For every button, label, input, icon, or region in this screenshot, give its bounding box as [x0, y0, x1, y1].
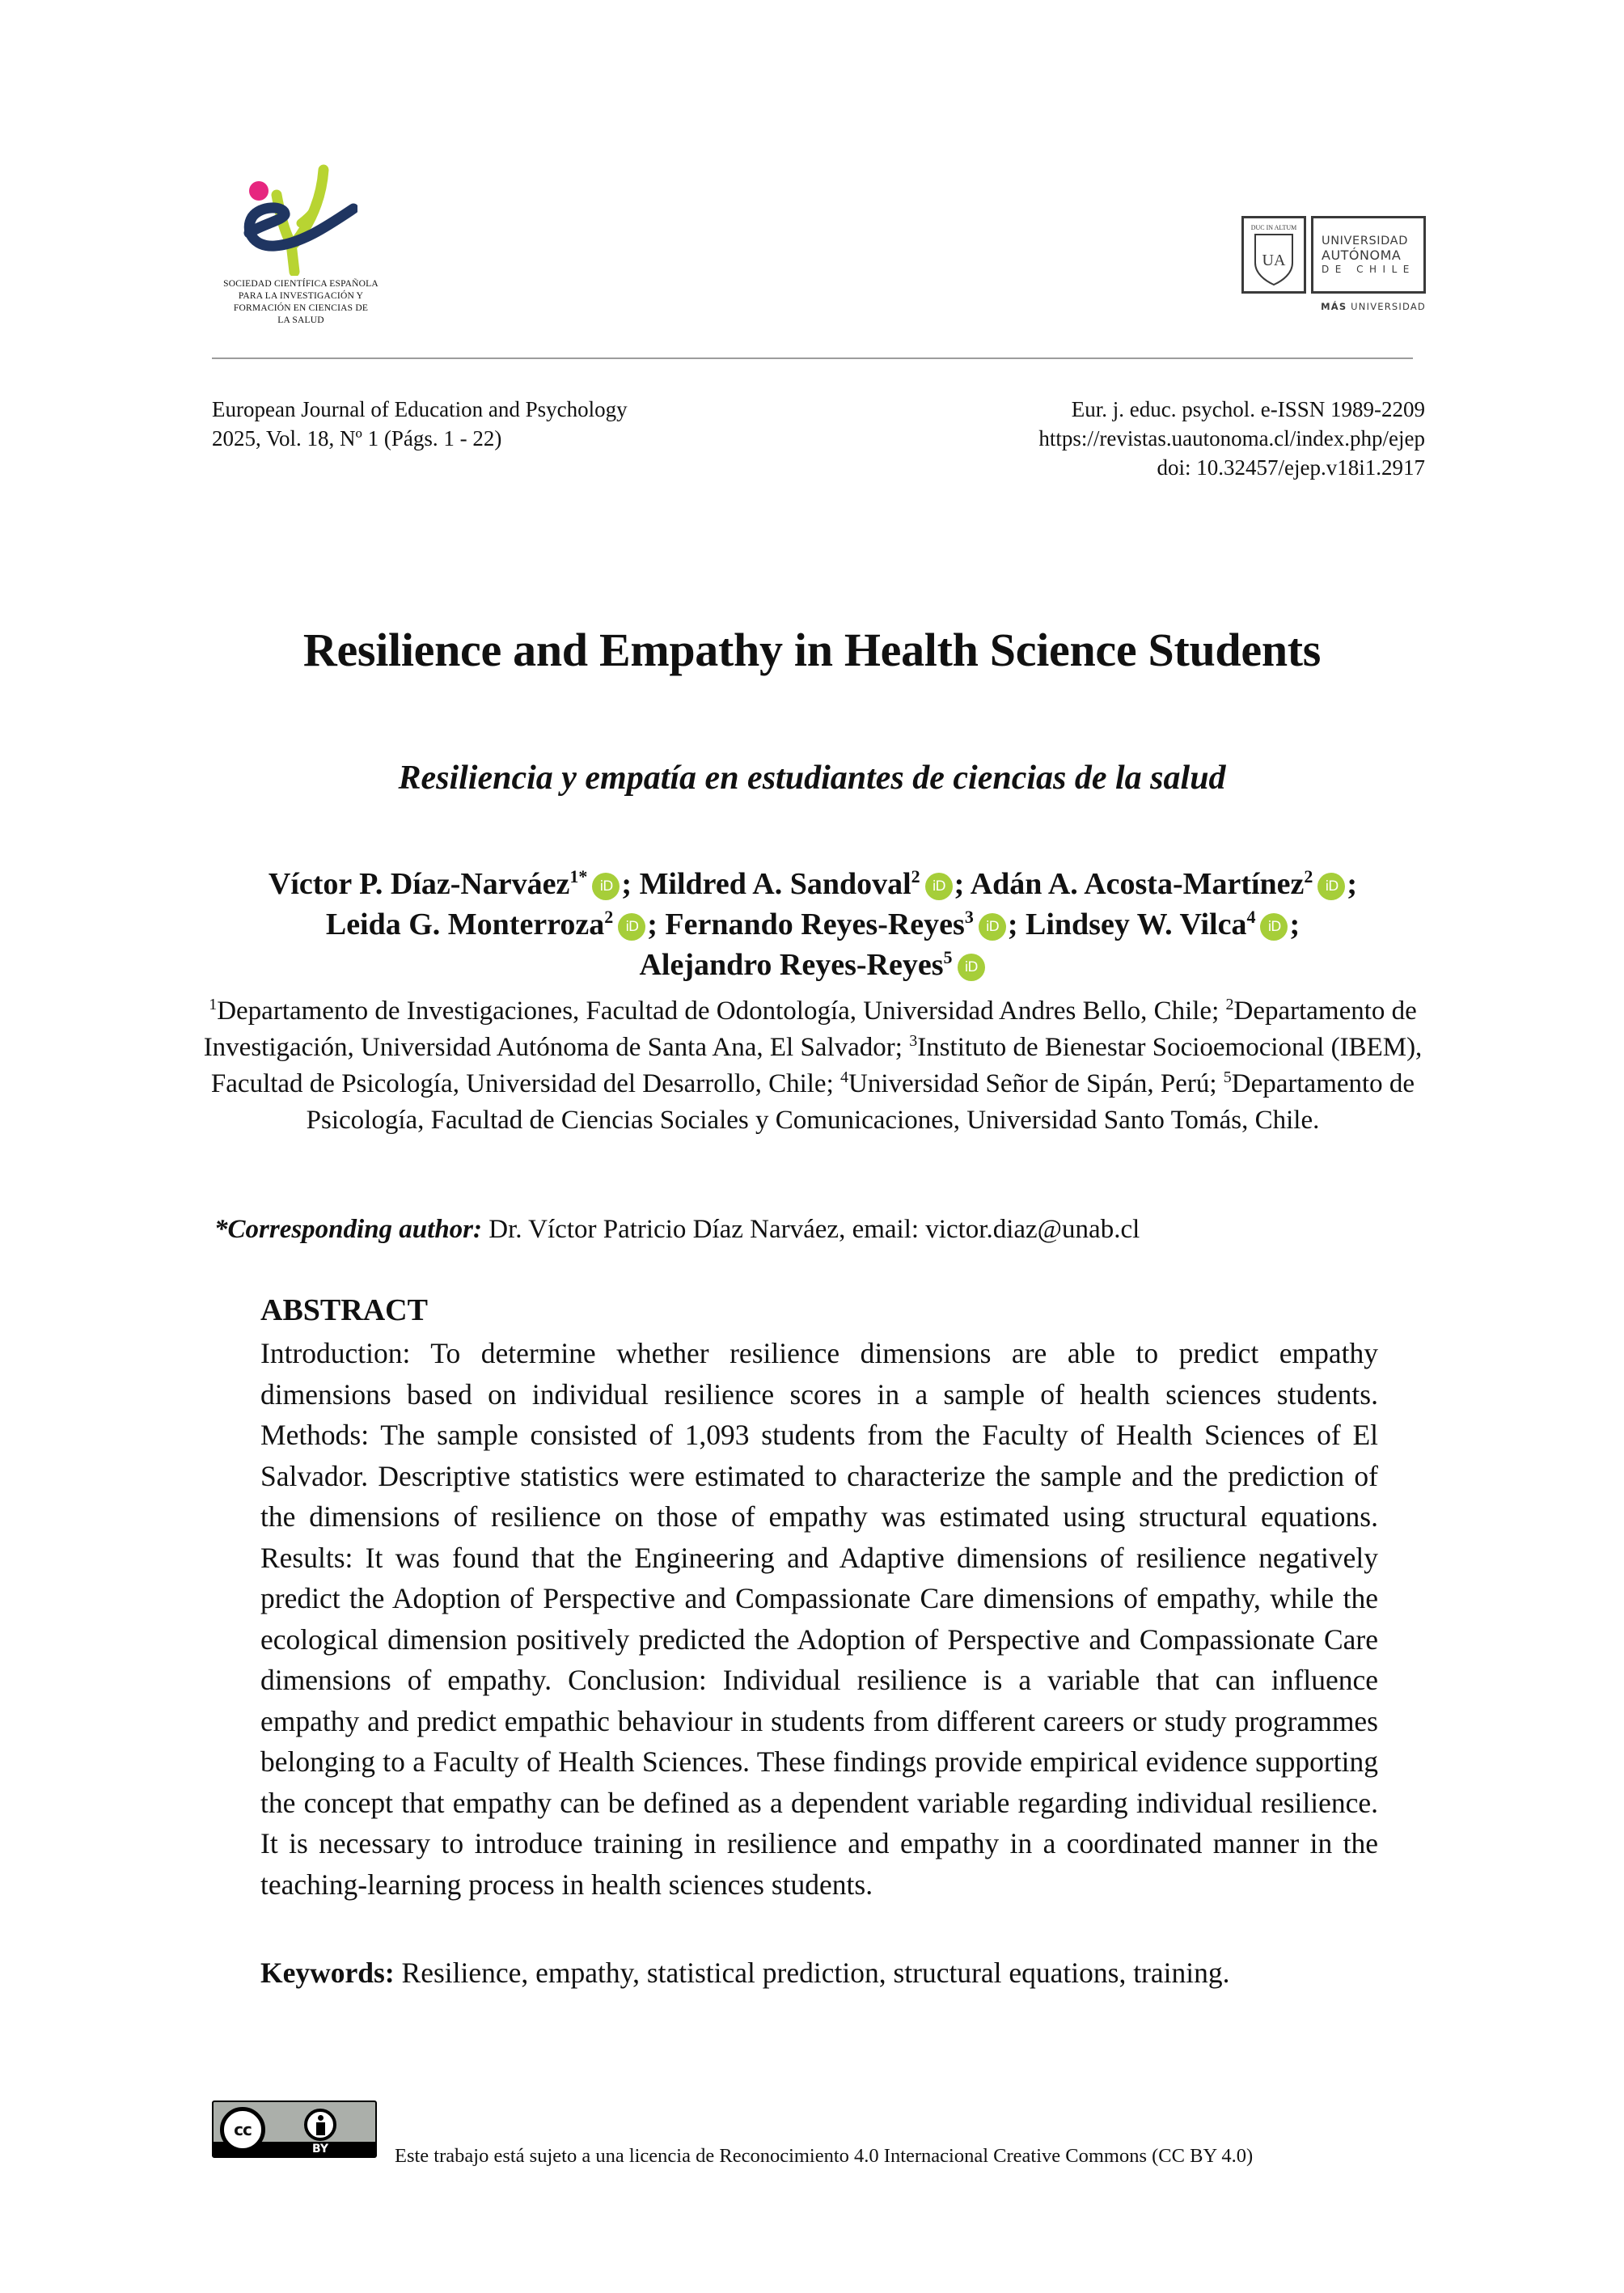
ua-name-box [1311, 216, 1426, 294]
journal-volume: 2025, Vol. 18, Nº 1 (Págs. 1 - 22) [212, 426, 502, 451]
author: Víctor P. Díaz-Narváez$^{1*}$ [268, 866, 588, 901]
author-list: Víctor P. Díaz-Narváez$^{1*}$ iD ; Mildred A. Sandoval$^2$ iD ; Adán A. Acosta-Martínez$^2$ iD ; Leida G. Monterroza$^2$ iD ; Fernando Reyes-Reyes$^3$ iD ; Lindsey W. Vilca$^4$ iD ; Alejandro Reyes-Reyes$^5$ iD [268, 866, 1358, 982]
person-icon [304, 2109, 336, 2141]
author: Leida G. Monterroza$^2$ [325, 907, 614, 941]
university-logo [1241, 212, 1427, 317]
orcid-icon[interactable]: iD [979, 913, 1006, 941]
ua-name-line3: DE CHILE [1322, 264, 1415, 275]
ua-shield-box [1241, 216, 1306, 294]
ua-tagline: MÁS UNIVERSIDAD [1321, 301, 1426, 312]
svg-text:UA: UA [1262, 252, 1286, 269]
article-title: Resilience and Empathy in Health Science Students [302, 624, 1322, 676]
author: Alejandro Reyes-Reyes$^5$ [639, 947, 953, 982]
orcid-icon[interactable]: iD [592, 873, 620, 900]
society-logo [212, 159, 390, 336]
author: Fernando Reyes-Reyes$^3$ [665, 907, 974, 941]
orcid-icon[interactable]: iD [958, 954, 985, 981]
abstract-body: Introduction: To determine whether resilience dimensions are able to predict empathy dimensions based on individual resilience scores in a sample of health sciences students. Methods: The sample consisted of 1,093 students from the Faculty of Health Sciences of El Salvador. Descriptive statistics were estimated to characterize the sample and the prediction of the dimensions of resilience on those of empathy was estimated using structural equations. Results: It was found that the Engineering and Adaptive dimensions of resilience negatively predict the Adoption of Perspective and Compassionate Care dimensions of empathy, while the ecological dimension positively predicted the Adoption of Perspective and Compassionate Care dimensions of empathy. Conclusion: Individual resilience is a variable that can influence empathy and predict empathic behaviour in students from different careers or study programmes belonging to a Faculty of Health Sciences. These findings provide empirical evidence supporting the concept that empathy can be defined as a dependent variable regarding individual resilience. It is necessary to introduce training in resilience and empathy in a coordinated manner in the teaching-learning process in health sciences students. [260, 1337, 1378, 1901]
journal-issn: Eur. j. educ. psychol. e-ISSN 1989-2209 [1071, 397, 1425, 421]
keywords: Keywords: Resilience, empathy, statistical prediction, structural equations, training. [260, 1957, 1230, 1989]
author: Mildred A. Sandoval$^2$ [639, 866, 920, 901]
orcid-icon[interactable]: iD [925, 873, 953, 900]
header-divider [212, 357, 1413, 359]
orcid-icon[interactable]: iD [618, 913, 645, 941]
society-name: SOCIEDAD CIENTÍFICA ESPAÑOLA PARA LA INVESTIGACIÓN Y FORMACIÓN EN CIENCIAS DE LA SALUD [223, 279, 379, 325]
ey-society-logo-icon [236, 159, 357, 276]
creative-commons-by-icon[interactable] [212, 2101, 377, 2158]
by-label: BY [311, 2143, 329, 2156]
journal-info-right [1038, 395, 1425, 482]
ua-name-line2: AUTÓNOMA [1322, 247, 1402, 263]
corresponding-author: *Corresponding author: Dr. Víctor Patricio Díaz Narváez, email: victor.diaz@unab.cl [214, 1215, 1140, 1244]
orcid-icon[interactable]: iD [1260, 913, 1288, 941]
shield-icon [1244, 218, 1304, 291]
ua-name-line1: UNIVERSIDAD [1322, 235, 1408, 247]
license-text: Este trabajo está sujeto a una licencia de Reconocimiento 4.0 Internacional Creative Commons (CC BY 4.0) [395, 2145, 1254, 2167]
author: Lindsey W. Vilca$^4$ [1026, 907, 1256, 941]
svg-text:DUC IN ALTUM: DUC IN ALTUM [1250, 224, 1297, 231]
journal-name: European Journal of Education and Psychology [212, 397, 628, 421]
journal-url[interactable]: https://revistas.uautonoma.cl/index.php/ejep [1038, 426, 1425, 451]
affiliations: $^1$Departamento de Investigaciones, Facultad de Odontología, Universidad Andres Bello, Chile; $^2$Departamento de Investigación, Universidad Autónoma de Santa Ana, El Salvador; $^3$Instituto de Bienestar Socioemocional (IBEM), Facultad de Psicología, Universidad del Desarrollo, Chile; $^4$Universidad Señor de Sipán, Perú; $^5$Departamento de Psicología, Facultad de Ciencias Sociales y Comunicaciones, Universidad Santo Tomás, Chile. [203, 996, 1423, 1135]
author: Adán A. Acosta-Martínez$^2$ [970, 866, 1313, 901]
cc-icon: cc [220, 2107, 265, 2152]
journal-info-left [212, 395, 628, 453]
article-subtitle: Resiliencia y empatía en estudiantes de ciencias de la salud [398, 759, 1226, 797]
orcid-icon[interactable]: iD [1317, 873, 1345, 900]
journal-doi[interactable]: doi: 10.32457/ejep.v18i1.2917 [1157, 455, 1425, 480]
abstract-heading: ABSTRACT [260, 1293, 428, 1327]
